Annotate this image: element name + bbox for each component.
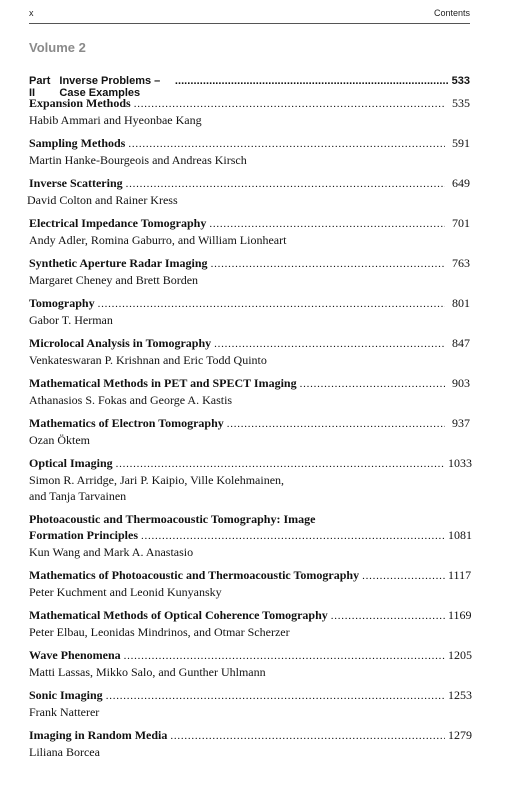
leader-dots [141, 528, 445, 544]
leader-dots [126, 176, 445, 192]
entry-page: 1117 [448, 568, 472, 582]
leader-dots [211, 256, 445, 272]
entry-authors: Venkateswaran P. Krishnan and Eric Todd Quinto [29, 353, 267, 367]
entry-title: Expansion Methods [29, 96, 131, 110]
entry-title: Optical Imaging [29, 456, 113, 470]
entry-page: 591 [452, 136, 470, 150]
toc-entry [29, 375, 470, 408]
entry-page: 903 [452, 376, 470, 390]
toc-entry [29, 607, 470, 640]
entry-authors: Habib Ammari and Hyeonbae Kang [29, 113, 202, 127]
entry-authors: Peter Kuchment and Leonid Kunyansky [29, 585, 222, 599]
entry-title: Mathematical Methods in PET and SPECT Imaging [29, 376, 297, 390]
entry-title: Imaging in Random Media [29, 728, 168, 742]
leader-dots [98, 296, 445, 312]
entry-title: Synthetic Aperture Radar Imaging [29, 256, 208, 270]
entry-authors: Frank Natterer [29, 705, 100, 719]
entry-page: 1279 [448, 728, 472, 742]
page-number: x [29, 8, 34, 18]
leader-dots [128, 136, 445, 152]
leader-dots [214, 336, 445, 352]
entry-page: 1081 [448, 528, 472, 542]
entry-authors: Peter Elbau, Leonidas Mindrinos, and Otmar Scherzer [29, 625, 290, 639]
entry-authors: Martin Hanke-Bourgeois and Andreas Kirsch [29, 153, 247, 167]
entry-page: 1169 [448, 608, 472, 622]
entry-authors: Gabor T. Herman [29, 313, 113, 327]
leader-dots [116, 456, 445, 472]
entry-page: 649 [452, 176, 470, 190]
toc-entry [29, 135, 470, 168]
entry-title: Sonic Imaging [29, 688, 103, 702]
entry-page: 535 [452, 96, 470, 110]
toc-entry [29, 567, 470, 600]
entry-authors: David Colton and Rainer Kress [27, 193, 178, 207]
entry-title: Sampling Methods [29, 136, 126, 150]
toc-entry [29, 511, 470, 560]
toc-entry [29, 687, 470, 720]
toc-entry [29, 415, 470, 448]
leader-dots [124, 648, 445, 664]
entry-page: 847 [452, 336, 470, 350]
part-number: Part II [29, 75, 51, 99]
leader-dots [209, 216, 445, 232]
entry-authors: Kun Wang and Mark A. Anastasio [29, 545, 194, 559]
entry-title-continued: Formation Principles [29, 528, 138, 542]
leader-dots [170, 728, 445, 744]
entry-page: 801 [452, 296, 470, 310]
running-title: Contents [433, 8, 470, 18]
entry-authors: Simon R. Arridge, Jari P. Kaipio, Ville Kolehmainen, [29, 473, 285, 487]
toc-entry [29, 295, 470, 328]
toc-entry [29, 647, 470, 680]
entry-title: Inverse Scattering [29, 176, 123, 190]
entry-authors: Andy Adler, Romina Gaburro, and William Lionheart [29, 233, 287, 247]
leader-dots [134, 96, 445, 112]
part-heading [29, 75, 470, 99]
toc-entry [29, 215, 470, 248]
entry-title: Photoacoustic and Thermoacoustic Tomography: Image [29, 512, 316, 526]
toc-entry [29, 335, 470, 368]
part-page: 533 [451, 75, 470, 87]
leader-dots [362, 568, 445, 584]
entry-page: 937 [452, 416, 470, 430]
part-title: Inverse Problems – Case Examples [59, 75, 161, 99]
toc-entry [29, 727, 470, 760]
leader-dots [227, 416, 445, 432]
entry-authors: Liliana Borcea [29, 745, 100, 759]
entry-title: Microlocal Analysis in Tomography [29, 336, 212, 350]
entry-title: Tomography [29, 296, 95, 310]
leader-dots [106, 688, 445, 704]
volume-heading: Volume 2 [29, 40, 86, 55]
toc-entry [29, 95, 470, 128]
running-header [29, 6, 470, 24]
toc-entry [29, 175, 470, 208]
entry-page: 763 [452, 256, 470, 270]
entry-title: Mathematical Methods of Optical Coherence Tomography [29, 608, 328, 622]
entry-title: Mathematics of Photoacoustic and Thermoacoustic Tomography [29, 568, 360, 582]
entry-authors: Matti Lassas, Mikko Salo, and Gunther Uhlmann [29, 665, 266, 679]
entry-page: 1253 [448, 688, 472, 702]
leader-dots [175, 75, 449, 87]
toc-entry [29, 255, 470, 288]
entry-authors: Ozan Öktem [29, 433, 90, 447]
entry-page: 1033 [448, 456, 472, 470]
entry-title: Electrical Impedance Tomography [29, 216, 207, 230]
entry-title: Mathematics of Electron Tomography [29, 416, 224, 430]
entry-authors: Margaret Cheney and Brett Borden [29, 273, 199, 287]
entry-authors: Athanasios S. Fokas and George A. Kastis [29, 393, 233, 407]
entry-page: 1205 [448, 648, 472, 662]
leader-dots [331, 608, 445, 624]
entry-authors-continued: and Tanja Tarvainen [29, 489, 127, 503]
entry-page: 701 [452, 216, 470, 230]
leader-dots [300, 376, 445, 392]
toc-entry [29, 455, 470, 504]
entry-title: Wave Phenomena [29, 648, 121, 662]
